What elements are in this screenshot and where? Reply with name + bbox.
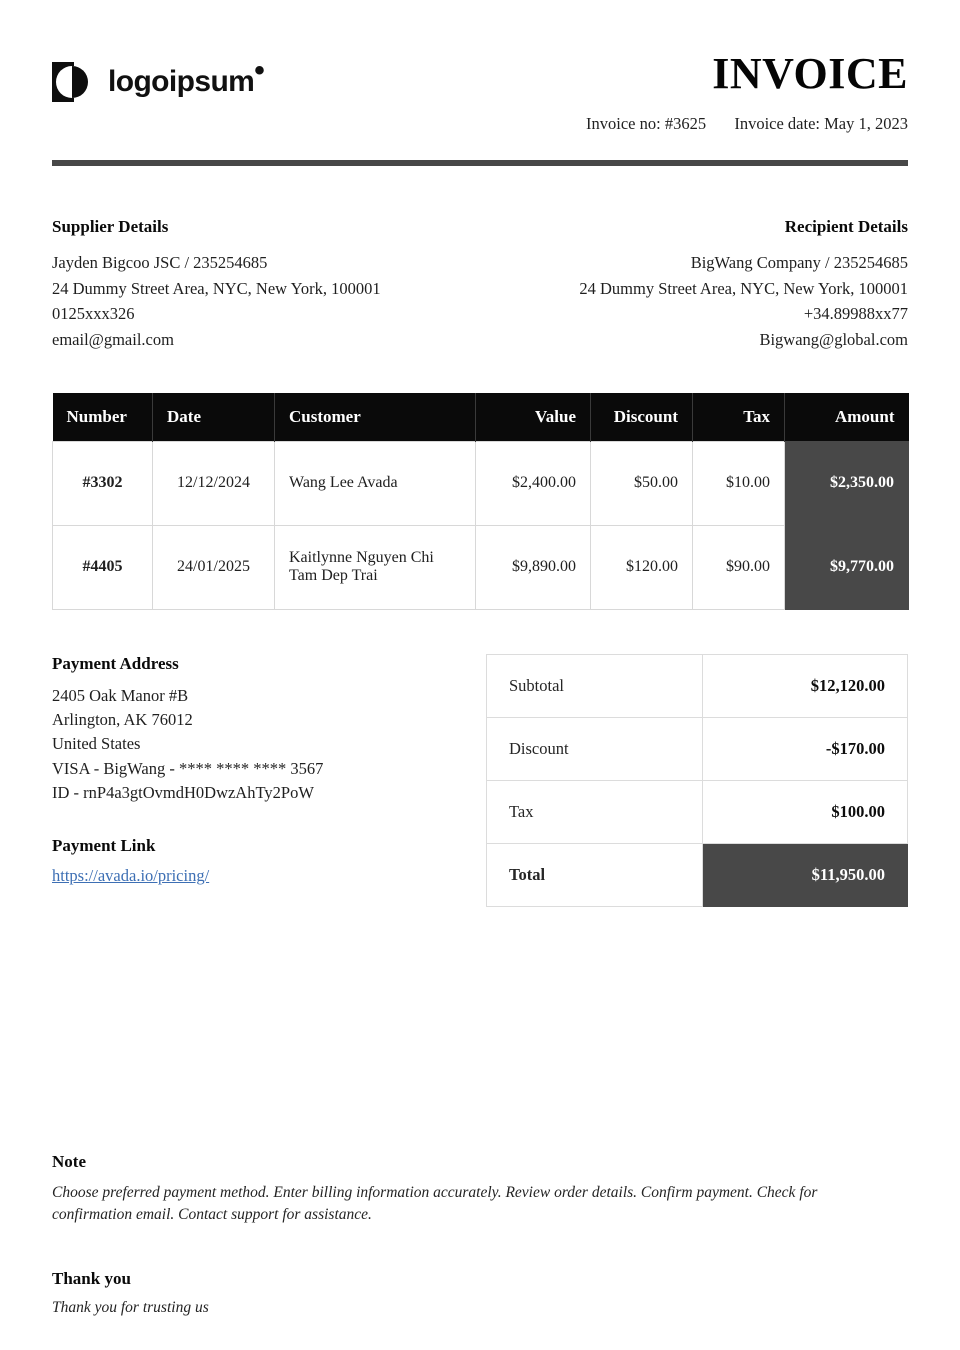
thank-you-body: Thank you for trusting us — [52, 1298, 209, 1316]
invoice-date: Invoice date: May 1, 2023 — [734, 114, 908, 133]
invoice-meta-line — [586, 114, 908, 134]
payment-link-block — [52, 836, 472, 886]
invoice-meta — [586, 49, 908, 134]
cell-customer: Wang Lee Avada — [275, 441, 476, 525]
cell-amount: $2,350.00 — [785, 441, 909, 525]
supplier-line: 24 Dummy Street Area, NYC, New York, 100001 — [52, 278, 381, 298]
cell-value: $9,890.00 — [476, 525, 591, 609]
table-header-row — [53, 393, 909, 442]
payment-address-line: ID - rnP4a3gtOvmdH0DwzAhTy2PoW — [52, 783, 314, 803]
recipient-line: 24 Dummy Street Area, NYC, New York, 100001 — [579, 278, 908, 298]
recipient-line: BigWang Company / 235254685 — [690, 253, 908, 273]
supplier-line: email@gmail.com — [52, 330, 174, 350]
invoice-header — [52, 0, 908, 134]
recipient-details — [579, 214, 908, 353]
column-header-tax: Tax — [693, 393, 785, 442]
cell-amount: $9,770.00 — [785, 525, 909, 609]
page-title: INVOICE — [712, 49, 908, 98]
thank-you-block — [52, 1269, 908, 1317]
totals-label-total: Total — [487, 843, 703, 906]
logoipsum-mark-icon — [52, 60, 96, 104]
totals-row-subtotal — [487, 654, 908, 717]
parties-section — [52, 214, 908, 353]
cell-customer: Kaitlynne Nguyen Chi Tam Dep Trai — [275, 525, 476, 609]
payment-address-line: VISA - BigWang - **** **** **** 3567 — [52, 758, 324, 778]
invoice-lower-section — [52, 654, 908, 907]
supplier-title: Supplier Details — [52, 217, 169, 236]
cell-number: #3302 — [53, 441, 153, 525]
payment-link[interactable]: https://avada.io/pricing/ — [52, 865, 210, 885]
column-header-value: Value — [476, 393, 591, 442]
totals-label-tax: Tax — [487, 780, 703, 843]
table-row — [53, 441, 909, 525]
totals-row-discount — [487, 717, 908, 780]
column-header-amount: Amount — [785, 393, 909, 442]
note-title: Note — [52, 1152, 86, 1171]
recipient-line: +34.89988xx77 — [803, 304, 908, 324]
cell-tax: $10.00 — [693, 441, 785, 525]
recipient-line: Bigwang@global.com — [759, 330, 908, 350]
cell-number: #4405 — [53, 525, 153, 609]
payment-link-title: Payment Link — [52, 835, 156, 855]
payment-address-title: Payment Address — [52, 653, 179, 673]
cell-discount: $50.00 — [591, 441, 693, 525]
invoice-footer-notes — [52, 1152, 908, 1317]
table-row — [53, 525, 909, 609]
column-header-customer: Customer — [275, 393, 476, 442]
column-header-number: Number — [53, 393, 153, 442]
note-body: Choose preferred payment method. Enter billing information accurately. Review order details. Confirm payment. Check for confirmation email. Contact support for assistance. — [52, 1184, 818, 1224]
column-header-date: Date — [153, 393, 275, 442]
totals-value-total: $11,950.00 — [703, 843, 908, 906]
cell-discount: $120.00 — [591, 525, 693, 609]
brand-name-text: logoipsum — [108, 65, 255, 98]
brand-name — [108, 54, 265, 98]
payment-address-line: Arlington, AK 76012 — [52, 710, 193, 729]
supplier-line: Jayden Bigcoo JSC / 235254685 — [52, 253, 268, 273]
thank-you-title: Thank you — [52, 1268, 131, 1288]
column-header-discount: Discount — [591, 393, 693, 442]
totals-value-subtotal: $12,120.00 — [703, 654, 908, 717]
payment-address-lines — [52, 684, 472, 806]
supplier-line: 0125xxx326 — [52, 304, 135, 324]
invoice-number: Invoice no: #3625 — [586, 114, 707, 133]
payment-address-line: 2405 Oak Manor #B — [52, 685, 189, 705]
brand-logo — [52, 52, 264, 104]
totals-value-tax: $100.00 — [703, 780, 908, 843]
totals-row-total — [487, 843, 908, 906]
totals-table — [486, 654, 908, 907]
payment-info — [52, 654, 472, 886]
invoice-items-table — [52, 393, 909, 610]
totals-value-discount: -$170.00 — [703, 717, 908, 780]
brand-dot-icon: • — [254, 54, 265, 87]
supplier-details — [52, 214, 381, 353]
cell-value: $2,400.00 — [476, 441, 591, 525]
cell-date: 12/12/2024 — [153, 441, 275, 525]
totals-row-tax — [487, 780, 908, 843]
totals-label-discount: Discount — [487, 717, 703, 780]
recipient-title: Recipient Details — [784, 217, 908, 236]
cell-tax: $90.00 — [693, 525, 785, 609]
totals-label-subtotal: Subtotal — [487, 654, 703, 717]
cell-date: 24/01/2025 — [153, 525, 275, 609]
payment-address-line: United States — [52, 734, 141, 754]
header-divider — [52, 160, 908, 166]
